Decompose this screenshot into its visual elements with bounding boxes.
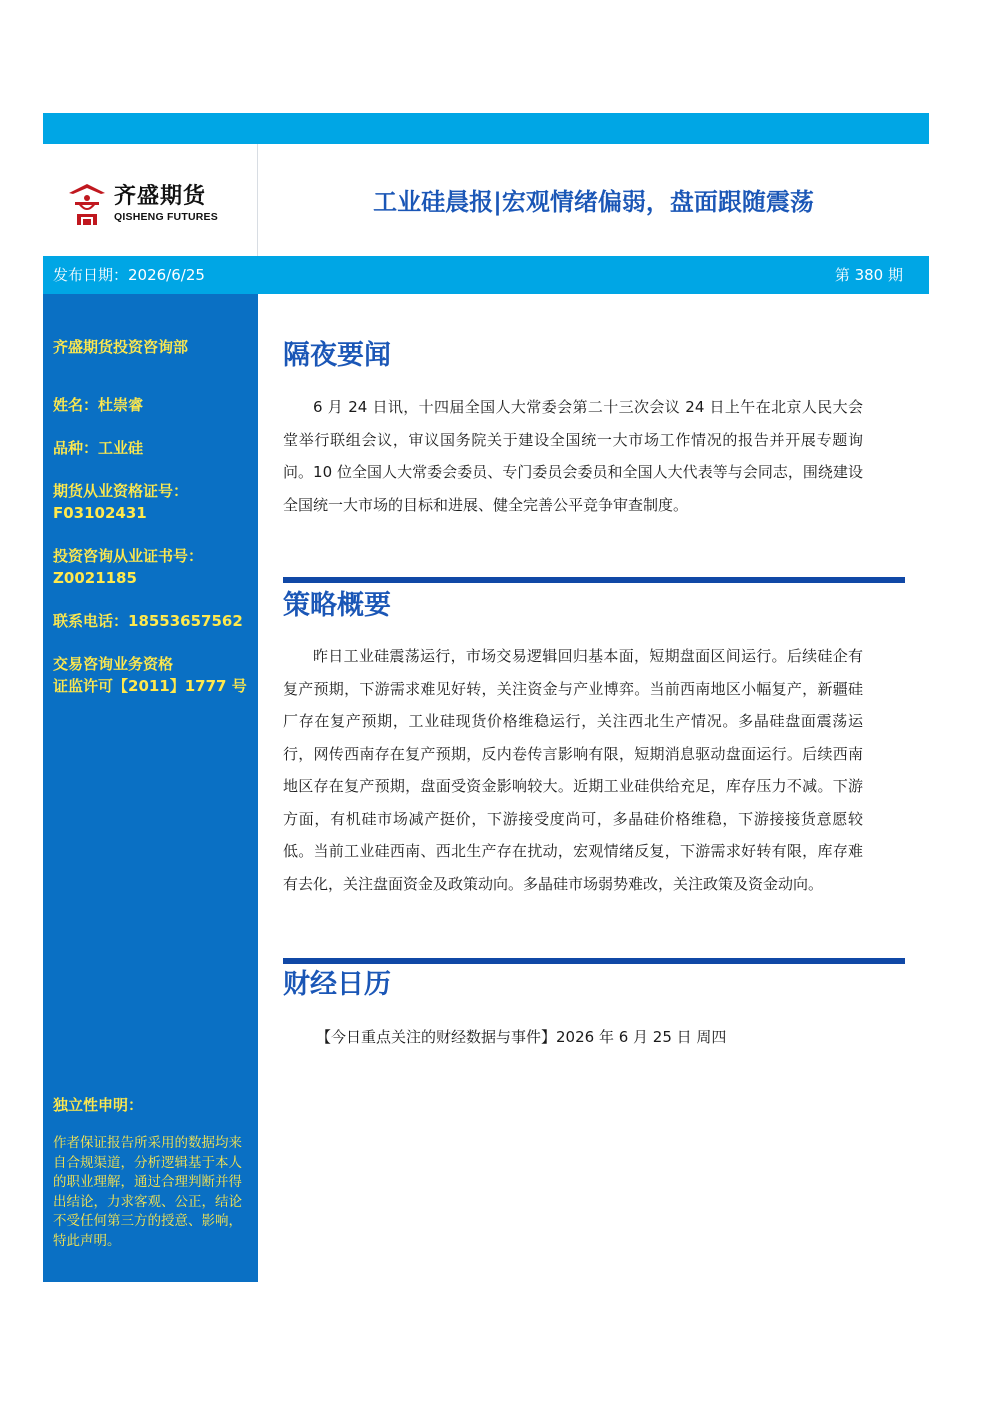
disclaimer-title: 独立性申明： [53,1096,144,1114]
advisory-cert-value: Z0021185 [53,569,137,587]
company-logo [66,178,246,230]
info-band [43,256,929,294]
publish-date: 发布日期：2026/6/25 [53,266,205,284]
license-line-2: 证监许可【2011】1777 号 [53,677,247,695]
section-title-strategy: 策略概要 [283,590,391,621]
advisory-certificate [53,545,203,589]
logo-text [114,184,218,224]
strategy-summary-body: 昨日工业硅震荡运行，市场交易逻辑回归基本面，短期盘面区间运行。后续硅企有复产预期，下游需求难见好转，关注资金与产业博弈。当前西南地区小幅复产，新疆硅厂存在复产预期，工业硅现货价格维稳运行，关注西北生产情况。多晶硅盘面震荡运行，网传西南存在复产预期，反内卷传言影响有限，短期消息驱动盘面运行。后续西南地区存在复产预期，盘面受资金影响较大。近期工业硅供给充足，库存压力不减。下游方面，有机硅市场减产挺价，下游接受度尚可，多晶硅价格维稳，下游接接货意愿较低。当前工业硅西南、西北生产存在扰动，宏观情绪反复，下游需求好转有限，库存难有去化，关注盘面资金及政策动向。多晶硅市场弱势难改，关注政策及资金动向。 [283,647,863,893]
logo-name-cn: 齐盛期货 [114,184,207,209]
logo-name-en: QISHENG FUTURES [114,211,218,223]
advisory-cert-label: 投资咨询从业证书号： [53,547,204,565]
license-line-1: 交易咨询业务资格 [53,655,174,673]
issue-number: 第 380 期 [834,266,903,284]
business-license [53,653,247,697]
report-title: 工业硅晨报|宏观情绪偏弱，盘面跟随震荡 [373,188,814,216]
section-title-calendar: 财经日历 [283,969,391,1000]
futures-cert-value: F03102431 [53,504,147,522]
department-name: 齐盛期货投资咨询部 [53,338,189,356]
futures-cert-label: 期货从业资格证号： [53,482,189,500]
qisheng-logo-icon [66,181,108,227]
futures-certificate [53,480,188,524]
variety: 品种：工业硅 [53,439,144,457]
top-color-band [43,113,929,144]
overnight-news-body: 6 月 24 日讯，十四届全国人大常委会第二十三次会议 24 日上午在北京人民大会堂举行联组会议，审议国务院关于建设全国统一大市场工作情况的报告并开展专题询问。10 位全国人大常委会委员、专门委员会委员和全国人大代表等与会同志，围绕建设全国统一大市场的目标和进展、健全完善公平竞争审查制度。 [283,398,863,514]
calendar-headline: 【今日重点关注的财经数据与事件】2026 年 6 月 25 日 周四 [316,1028,727,1046]
contact-phone: 联系电话：18553657562 [53,612,243,630]
author-sidebar [43,294,258,1282]
disclaimer-text: 作者保证报告所采用的数据均来自合规渠道，分析逻辑基于本人的职业理解，通过合理判断并得出结论，力求客观、公正，结论不受任何第三方的授意、影响，特此声明。 [53,1135,242,1249]
section-divider [283,958,905,964]
analyst-name: 姓名：杜崇睿 [53,396,144,414]
section-title-overnight: 隔夜要闻 [283,340,391,371]
section-divider [283,577,905,583]
